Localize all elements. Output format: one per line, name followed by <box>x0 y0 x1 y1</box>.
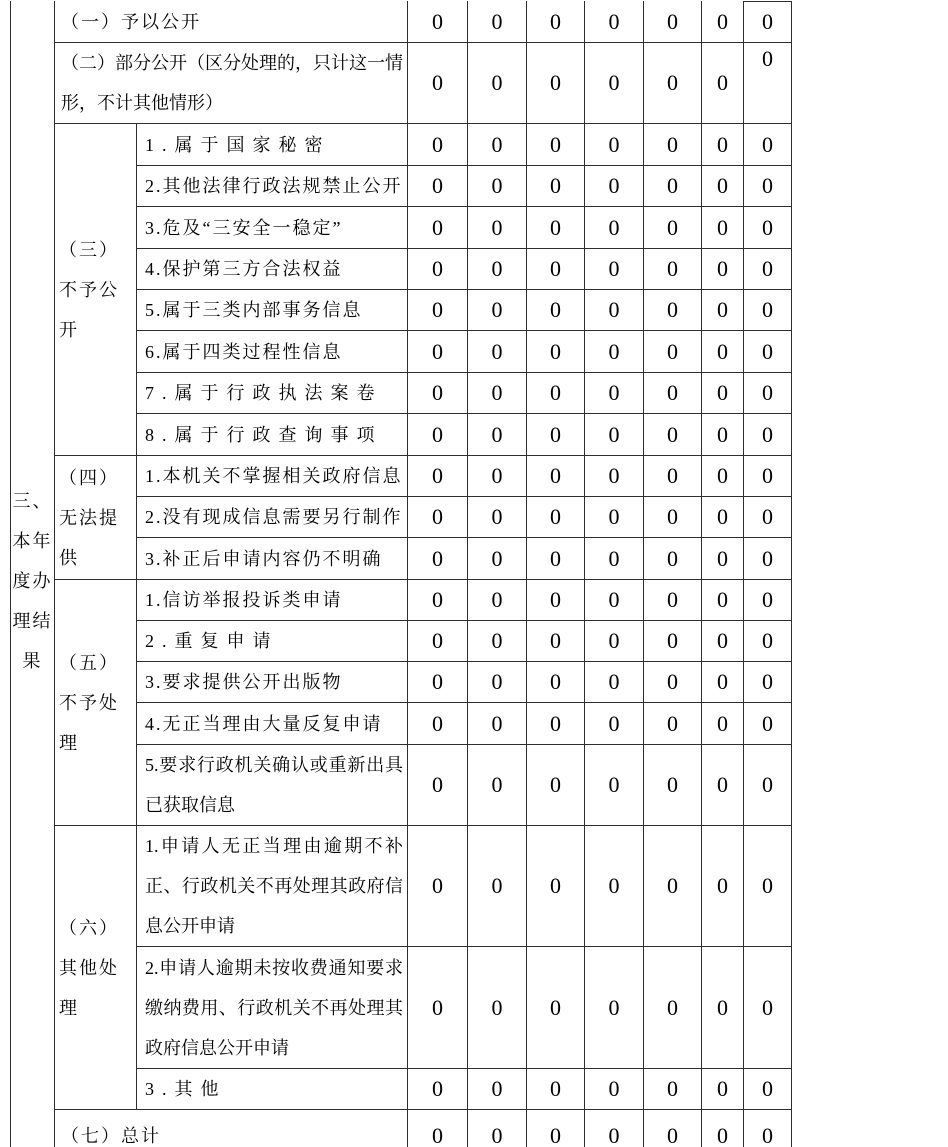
value-cell: 0 <box>468 43 527 124</box>
value-cell: 0 <box>744 826 792 947</box>
value-cell: 0 <box>408 826 468 947</box>
item-label-cell: 1.属于国家秘密 <box>137 124 408 166</box>
value-cell: 0 <box>468 1 527 43</box>
table-row <box>10 1110 792 1147</box>
value-cell: 0 <box>702 207 744 249</box>
item-label-cell: 4.保护第三方合法权益 <box>137 249 408 290</box>
value-cell: 0 <box>585 373 644 414</box>
value-cell: 0 <box>408 947 468 1069</box>
value-cell: 0 <box>744 1110 792 1147</box>
value-cell: 0 <box>468 745 527 826</box>
value-cell: 0 <box>644 456 702 497</box>
value-cell: 0 <box>468 947 527 1069</box>
value-cell: 0 <box>744 124 792 166</box>
value-cell: 0 <box>527 745 585 826</box>
value-cell: 0 <box>702 621 744 662</box>
item-label-cell: 1.申请人无正当理由逾期不补正、行政机关不再处理其政府信息公开申请 <box>137 826 408 947</box>
value-cell: 0 <box>644 331 702 373</box>
value-cell: 0 <box>702 1069 744 1110</box>
value-cell: 0 <box>468 331 527 373</box>
value-cell: 0 <box>585 662 644 703</box>
value-cell: 0 <box>744 166 792 207</box>
value-cell: 0 <box>527 497 585 538</box>
value-cell: 0 <box>744 331 792 373</box>
value-cell: 0 <box>527 1 585 43</box>
row-label-cell: （七）总计 <box>55 1110 408 1147</box>
value-cell: 0 <box>408 497 468 538</box>
item-label-cell: 2.其他法律行政法规禁止公开 <box>137 166 408 207</box>
value-cell: 0 <box>468 621 527 662</box>
value-cell: 0 <box>585 703 644 745</box>
value-cell: 0 <box>408 124 468 166</box>
value-cell: 0 <box>527 1069 585 1110</box>
item-label-cell: 1.信访举报投诉类申请 <box>137 580 408 621</box>
value-cell: 0 <box>468 662 527 703</box>
value-cell: 0 <box>468 1069 527 1110</box>
value-cell: 0 <box>408 207 468 249</box>
value-cell: 0 <box>585 456 644 497</box>
value-cell: 0 <box>702 456 744 497</box>
value-cell: 0 <box>527 373 585 414</box>
value-cell: 0 <box>644 373 702 414</box>
value-cell: 0 <box>527 662 585 703</box>
value-cell: 0 <box>585 580 644 621</box>
value-cell: 0 <box>408 621 468 662</box>
value-cell: 0 <box>644 414 702 456</box>
item-label-cell: 8.属于行政查询事项 <box>137 414 408 456</box>
value-cell: 0 <box>585 331 644 373</box>
table-row <box>10 826 792 947</box>
value-cell: 0 <box>585 414 644 456</box>
table-row <box>10 1 792 43</box>
value-cell: 0 <box>468 580 527 621</box>
value-cell: 0 <box>408 580 468 621</box>
value-cell: 0 <box>644 497 702 538</box>
value-cell: 0 <box>468 207 527 249</box>
value-cell: 0 <box>702 580 744 621</box>
value-cell: 0 <box>644 703 702 745</box>
item-label-cell: 3.其他 <box>137 1069 408 1110</box>
category-cell: （六）其他处理 <box>55 826 137 1110</box>
value-cell: 0 <box>527 621 585 662</box>
value-cell: 0 <box>702 290 744 331</box>
value-cell: 0 <box>408 1069 468 1110</box>
value-cell: 0 <box>702 414 744 456</box>
value-cell: 0 <box>644 947 702 1069</box>
value-cell: 0 <box>702 497 744 538</box>
value-cell: 0 <box>744 745 792 826</box>
category-cell: （五）不予处理 <box>55 580 137 826</box>
value-cell: 0 <box>527 207 585 249</box>
value-cell: 0 <box>702 331 744 373</box>
value-cell: 0 <box>702 947 744 1069</box>
value-cell: 0 <box>468 414 527 456</box>
value-cell: 0 <box>585 947 644 1069</box>
value-cell: 0 <box>527 414 585 456</box>
value-cell: 0 <box>585 249 644 290</box>
table-row <box>10 124 792 166</box>
value-cell: 0 <box>585 1110 644 1147</box>
value-cell: 0 <box>585 1069 644 1110</box>
value-cell: 0 <box>468 124 527 166</box>
value-cell: 0 <box>527 166 585 207</box>
item-label-cell: 6.属于四类过程性信息 <box>137 331 408 373</box>
value-cell: 0 <box>644 1069 702 1110</box>
value-cell: 0 <box>702 745 744 826</box>
value-cell: 0 <box>744 538 792 580</box>
value-cell: 0 <box>744 249 792 290</box>
value-cell: 0 <box>468 1110 527 1147</box>
value-cell: 0 <box>408 662 468 703</box>
item-label-cell: 1.本机关不掌握相关政府信息 <box>137 456 408 497</box>
value-cell: 0 <box>744 207 792 249</box>
value-cell: 0 <box>468 290 527 331</box>
value-cell: 0 <box>744 456 792 497</box>
value-cell: 0 <box>702 249 744 290</box>
value-cell: 0 <box>702 1110 744 1147</box>
value-cell: 0 <box>644 290 702 331</box>
value-cell: 0 <box>644 580 702 621</box>
value-cell: 0 <box>644 166 702 207</box>
value-cell: 0 <box>744 497 792 538</box>
value-cell: 0 <box>468 456 527 497</box>
item-label-cell: 2.没有现成信息需要另行制作 <box>137 497 408 538</box>
value-cell: 0 <box>702 703 744 745</box>
value-cell: 0 <box>468 249 527 290</box>
value-cell: 0 <box>585 538 644 580</box>
value-cell: 0 <box>744 662 792 703</box>
value-cell: 0 <box>744 621 792 662</box>
table-row <box>10 43 792 124</box>
row-label-cell: （二）部分公开（区分处理的，只计这一情形，不计其他情形） <box>55 43 408 124</box>
item-label-cell: 3.补正后申请内容仍不明确 <box>137 538 408 580</box>
value-cell: 0 <box>527 703 585 745</box>
item-label-cell: 5.要求行政机关确认或重新出具已获取信息 <box>137 745 408 826</box>
value-cell: 0 <box>744 703 792 745</box>
value-cell: 0 <box>702 826 744 947</box>
value-cell: 0 <box>744 580 792 621</box>
value-cell: 0 <box>702 538 744 580</box>
item-label-cell: 7.属于行政执法案卷 <box>137 373 408 414</box>
value-cell: 0 <box>744 414 792 456</box>
value-cell: 0 <box>744 290 792 331</box>
value-cell: 0 <box>702 1 744 43</box>
value-cell: 0 <box>527 290 585 331</box>
results-table <box>10 1 792 1147</box>
value-cell: 0 <box>644 621 702 662</box>
table-row <box>10 580 792 621</box>
value-cell: 0 <box>527 456 585 497</box>
category-cell: （四）无法提供 <box>55 456 137 580</box>
value-cell: 0 <box>702 43 744 124</box>
item-label-cell: 2.重复申请 <box>137 621 408 662</box>
value-cell: 0 <box>408 414 468 456</box>
value-cell: 0 <box>408 1110 468 1147</box>
value-cell: 0 <box>644 662 702 703</box>
value-cell: 0 <box>744 1 792 43</box>
value-cell: 0 <box>585 621 644 662</box>
value-cell: 0 <box>585 1 644 43</box>
value-cell: 0 <box>527 43 585 124</box>
table-row <box>10 456 792 497</box>
value-cell: 0 <box>408 331 468 373</box>
item-label-cell: 4.无正当理由大量反复申请 <box>137 703 408 745</box>
value-cell: 0 <box>585 497 644 538</box>
value-cell: 0 <box>468 703 527 745</box>
value-cell: 0 <box>527 826 585 947</box>
value-cell: 0 <box>468 373 527 414</box>
value-cell: 0 <box>408 43 468 124</box>
value-cell: 0 <box>644 249 702 290</box>
value-cell: 0 <box>527 249 585 290</box>
value-cell: 0 <box>468 166 527 207</box>
value-cell: 0 <box>744 1069 792 1110</box>
value-cell: 0 <box>408 290 468 331</box>
value-cell: 0 <box>702 662 744 703</box>
value-cell: 0 <box>408 703 468 745</box>
value-cell: 0 <box>527 538 585 580</box>
item-label-cell: 5.属于三类内部事务信息 <box>137 290 408 331</box>
value-cell: 0 <box>468 497 527 538</box>
value-cell: 0 <box>408 373 468 414</box>
value-cell: 0 <box>585 43 644 124</box>
value-cell: 0 <box>585 207 644 249</box>
value-cell: 0 <box>644 826 702 947</box>
value-cell: 0 <box>702 166 744 207</box>
value-cell: 0 <box>408 456 468 497</box>
category-cell: （三）不予公开 <box>55 124 137 456</box>
section-label-cell: 三、本年度办理结果 <box>10 1 55 1147</box>
value-cell: 0 <box>585 745 644 826</box>
value-cell: 0 <box>585 290 644 331</box>
value-cell: 0 <box>527 124 585 166</box>
row-label-cell: （一）予以公开 <box>55 1 408 43</box>
item-label-cell: 3.危及“三安全一稳定” <box>137 207 408 249</box>
value-cell: 0 <box>408 166 468 207</box>
value-cell: 0 <box>585 124 644 166</box>
value-cell: 0 <box>644 124 702 166</box>
value-cell: 0 <box>702 124 744 166</box>
value-cell: 0 <box>644 1110 702 1147</box>
value-cell: 0 <box>468 826 527 947</box>
value-cell: 0 <box>702 373 744 414</box>
value-cell: 0 <box>408 249 468 290</box>
value-cell: 0 <box>527 947 585 1069</box>
value-cell: 0 <box>468 538 527 580</box>
value-cell: 0 <box>527 1110 585 1147</box>
value-cell: 0 <box>585 826 644 947</box>
value-cell: 0 <box>585 166 644 207</box>
value-cell: 0 <box>408 538 468 580</box>
value-cell: 0 <box>744 947 792 1069</box>
value-cell: 0 <box>744 43 792 124</box>
value-cell: 0 <box>644 207 702 249</box>
results-table-body <box>10 1 792 1147</box>
value-cell: 0 <box>644 538 702 580</box>
value-cell: 0 <box>408 1 468 43</box>
value-cell: 0 <box>408 745 468 826</box>
value-cell: 0 <box>527 331 585 373</box>
value-cell: 0 <box>744 373 792 414</box>
value-cell: 0 <box>644 1 702 43</box>
item-label-cell: 2.申请人逾期未按收费通知要求缴纳费用、行政机关不再处理其政府信息公开申请 <box>137 947 408 1069</box>
value-cell: 0 <box>527 580 585 621</box>
item-label-cell: 3.要求提供公开出版物 <box>137 662 408 703</box>
value-cell: 0 <box>644 43 702 124</box>
value-cell: 0 <box>644 745 702 826</box>
